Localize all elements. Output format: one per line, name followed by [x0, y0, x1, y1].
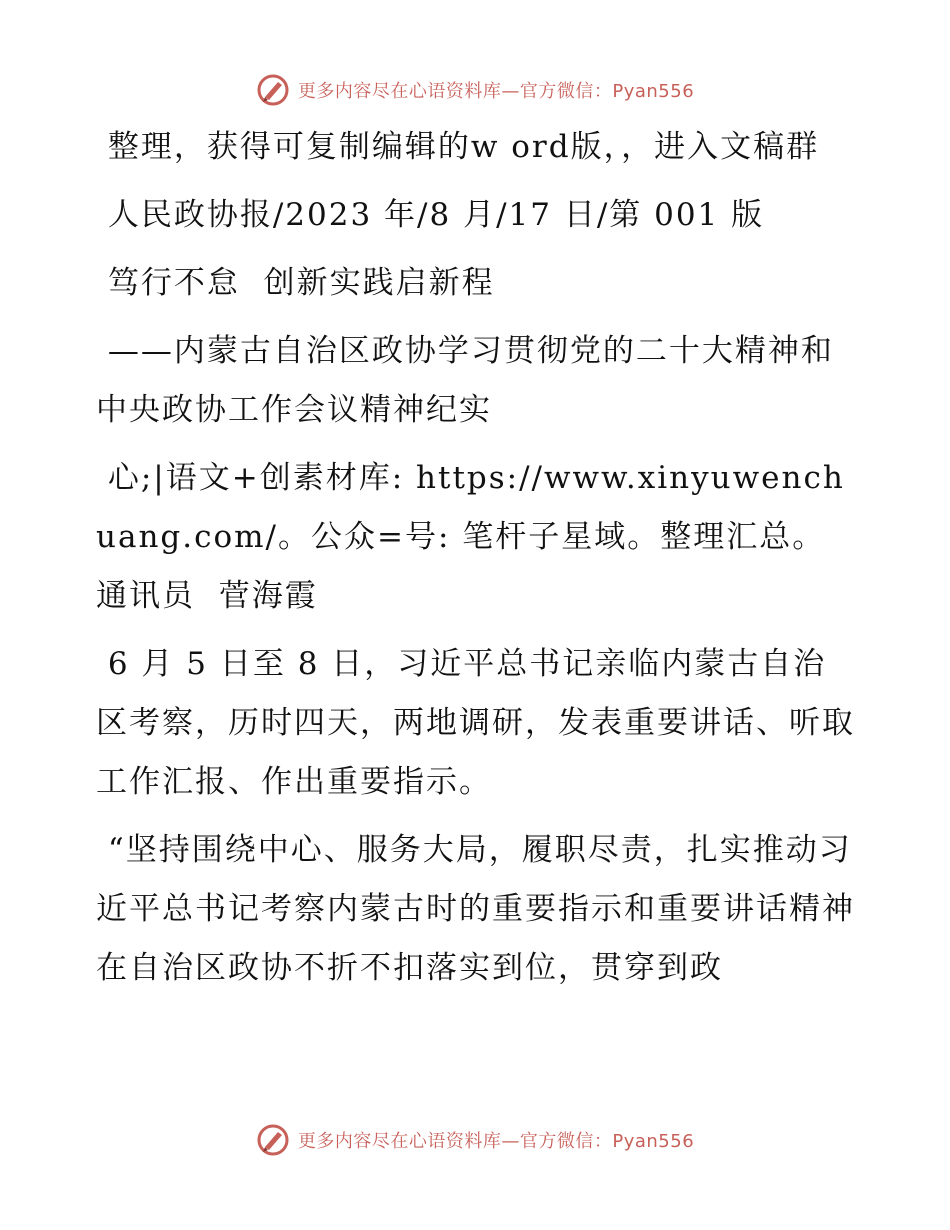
watermark-text: 更多内容尽在心语资料库—官方微信：Pyan556 — [297, 81, 695, 102]
watermark-text: 更多内容尽在心语资料库—官方微信：Pyan556 — [297, 1131, 695, 1152]
paragraph-subtitle: ——内蒙古自治区政协学习贯彻党的二十大精神和中央政协工作会议精神纪实 — [96, 333, 834, 428]
pen-circle-logo-icon — [256, 1123, 290, 1157]
paragraph-body-1: 6 月 5 日至 8 日，习近平总书记亲临内蒙古自治区考察，历时四天，两地调研，发表重要讲话、听取工作汇报、作出重要指示。 — [96, 646, 855, 800]
paragraph-source: 人民政协报/2023 年/8 月/17 日/第 001 版 — [96, 197, 765, 233]
paragraph-title: 笃行不怠 创新实践启新程 — [96, 265, 495, 301]
watermark-header — [0, 70, 950, 110]
paragraph-body-2: “坚持围绕中心、服务大局，履职尽责，扎实推动习近平总书记考察内蒙古时的重要指示和重要讲话精神在自治区政协不折不扣落实到位，贯穿到政 — [96, 832, 855, 986]
watermark-footer — [0, 1120, 950, 1160]
document-body — [96, 118, 856, 1007]
paragraph-intro: 整理，获得可复制编辑的w ord版，，进入文稿群 — [96, 129, 820, 165]
paragraph-byline: 心;|语文+创素材库: https://www.xinyuwenchuang.com/。公众=号: 笔杆子星域。整理汇总。通讯员 菅海霞 — [96, 460, 845, 614]
pen-circle-logo-icon — [256, 73, 290, 107]
